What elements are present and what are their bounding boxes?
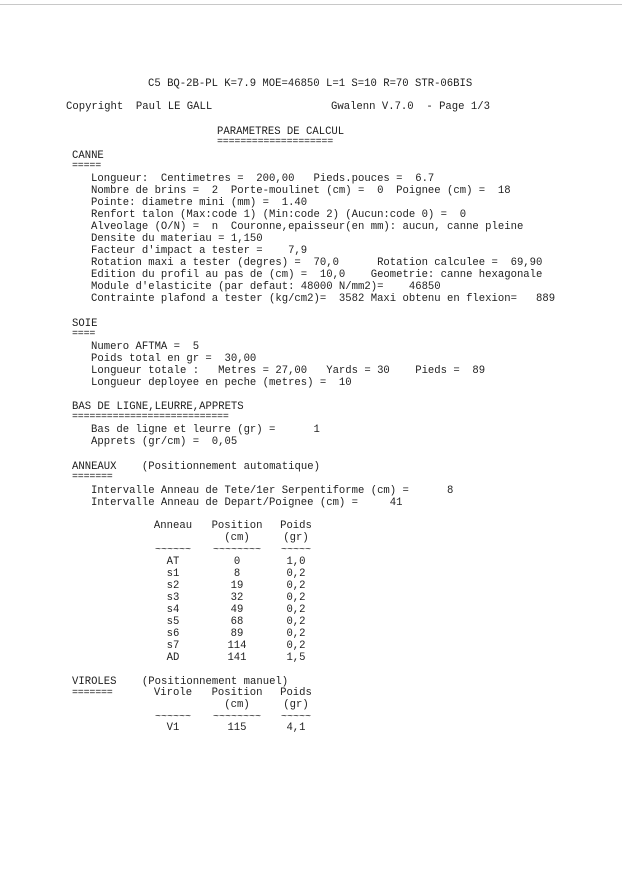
- table-cell: s5: [166, 616, 180, 628]
- table-cell: 0: [233, 556, 241, 568]
- table-cell: 115: [227, 722, 247, 734]
- anneaux-col-unit: (cm): [224, 532, 250, 544]
- canne-heading: CANNE: [72, 150, 104, 162]
- table-cell: s7: [166, 640, 180, 652]
- table-cell: s2: [166, 580, 180, 592]
- soie-line: Longueur totale : Metres = 27,00 Yards = 30 Pieds = 89: [91, 365, 486, 377]
- table-cell: 68: [230, 616, 244, 628]
- soie-heading: SOIE: [72, 318, 98, 330]
- table-cell: 8: [233, 568, 241, 580]
- table-cell: 32: [230, 592, 244, 604]
- table-cell: 19: [230, 580, 244, 592]
- viroles-col-unit: (gr): [283, 699, 309, 711]
- viroles-col-header: Poids: [280, 687, 312, 699]
- table-cell: s3: [166, 592, 180, 604]
- table-cell: 0,2: [286, 604, 306, 616]
- table-cell: 1,5: [286, 652, 306, 664]
- soie-line: Numero AFTMA = 5: [91, 341, 200, 353]
- table-cell: 1,0: [286, 556, 306, 568]
- table-cell: 114: [227, 640, 247, 652]
- table-cell: AT: [166, 556, 180, 568]
- table-cell: 0,2: [286, 568, 306, 580]
- copyright-text: Copyright Paul LE GALL: [66, 101, 213, 113]
- soie-line: Longueur deployee en peche (metres) = 10: [91, 377, 352, 389]
- viroles-col-header: Virole: [153, 687, 193, 699]
- canne-line: Contrainte plafond a tester (kg/cm2)= 3582 Maxi obtenu en flexion= 889: [91, 293, 556, 305]
- table-cell: AD: [166, 652, 180, 664]
- version-page-text: Gwalenn V.7.0 - Page 1/3: [331, 101, 490, 113]
- viroles-col-tilde: ~~~~~~~~: [212, 712, 261, 723]
- canne-line: Rotation maxi a tester (degres) = 70,0 Rotation calculee = 69,90: [91, 257, 543, 269]
- table-cell: 0,2: [286, 580, 306, 592]
- viroles-underline: =======: [72, 688, 113, 699]
- table-cell: 0,2: [286, 592, 306, 604]
- canne-line: Densite du materiau = 1,150: [91, 233, 263, 245]
- table-cell: 0,2: [286, 616, 306, 628]
- anneaux-col-unit: (gr): [283, 532, 309, 544]
- anneaux-col-tilde: ~~~~~: [280, 545, 311, 556]
- viroles-col-tilde: ~~~~~~: [154, 712, 191, 723]
- table-cell: V1: [166, 722, 180, 734]
- canne-underline: =====: [72, 161, 102, 172]
- viroles-col-header: Position: [211, 687, 263, 699]
- viroles-heading: VIROLES (Positionnement manuel): [72, 676, 289, 688]
- table-cell: s6: [166, 628, 180, 640]
- canne-line: Renfort talon (Max:code 1) (Min:code 2) (Aucun:code 0) = 0: [91, 209, 467, 221]
- table-cell: 0,2: [286, 640, 306, 652]
- anneaux-heading: ANNEAUX (Positionnement automatique): [72, 461, 320, 473]
- viroles-col-unit: (cm): [224, 699, 250, 711]
- anneaux-col-header: Poids: [280, 520, 312, 532]
- canne-line: Facteur d'impact a tester = 7,9: [91, 245, 308, 257]
- table-cell: 141: [227, 652, 247, 664]
- anneaux-line: Intervalle Anneau de Depart/Poignee (cm) = 41: [91, 497, 403, 509]
- soie-line: Poids total en gr = 30,00: [91, 353, 257, 365]
- scan-top-edge: [0, 4, 622, 5]
- soie-underline: ====: [72, 329, 96, 340]
- anneaux-line: Intervalle Anneau de Tete/1er Serpentiforme (cm) = 8: [91, 485, 454, 497]
- anneaux-col-header: Position: [211, 520, 263, 532]
- canne-line: Module d'elasticite (par defaut: 48000 N/mm2)= 46850: [91, 281, 441, 293]
- report-title: C5 BQ-2B-PL K=7.9 MOE=46850 L=1 S=10 R=70 STR-06BIS: [148, 78, 473, 90]
- params-title: PARAMETRES DE CALCUL: [217, 126, 345, 138]
- canne-line: Alveolage (O/N) = n Couronne,epaisseur(en mm): aucun, canne pleine: [91, 221, 524, 233]
- canne-line: Pointe: diametre mini (mm) = 1.40: [91, 197, 308, 209]
- bas-line: Apprets (gr/cm) = 0,05: [91, 436, 238, 448]
- table-cell: 4,1: [286, 722, 306, 734]
- canne-line: Edition du profil au pas de (cm) = 10,0 Geometrie: canne hexagonale: [91, 269, 543, 281]
- params-title-underline: ====================: [217, 137, 334, 148]
- table-cell: 0,2: [286, 628, 306, 640]
- bas-line: Bas de ligne et leurre (gr) = 1: [91, 424, 320, 436]
- bas-underline: ===========================: [72, 412, 229, 423]
- anneaux-col-tilde: ~~~~~~~~: [212, 545, 261, 556]
- table-cell: s1: [166, 568, 180, 580]
- table-cell: 49: [230, 604, 244, 616]
- bas-heading: BAS DE LIGNE,LEURRE,APPRETS: [72, 401, 244, 413]
- canne-line: Nombre de brins = 2 Porte-moulinet (cm) = 0 Poignee (cm) = 18: [91, 185, 511, 197]
- anneaux-underline: =======: [72, 472, 113, 483]
- anneaux-col-tilde: ~~~~~~: [154, 545, 191, 556]
- table-cell: 89: [230, 628, 244, 640]
- viroles-col-tilde: ~~~~~: [280, 712, 311, 723]
- canne-line: Longueur: Centimetres = 200,00 Pieds.pouces = 6.7: [91, 173, 435, 185]
- anneaux-col-header: Anneau: [153, 520, 193, 532]
- table-cell: s4: [166, 604, 180, 616]
